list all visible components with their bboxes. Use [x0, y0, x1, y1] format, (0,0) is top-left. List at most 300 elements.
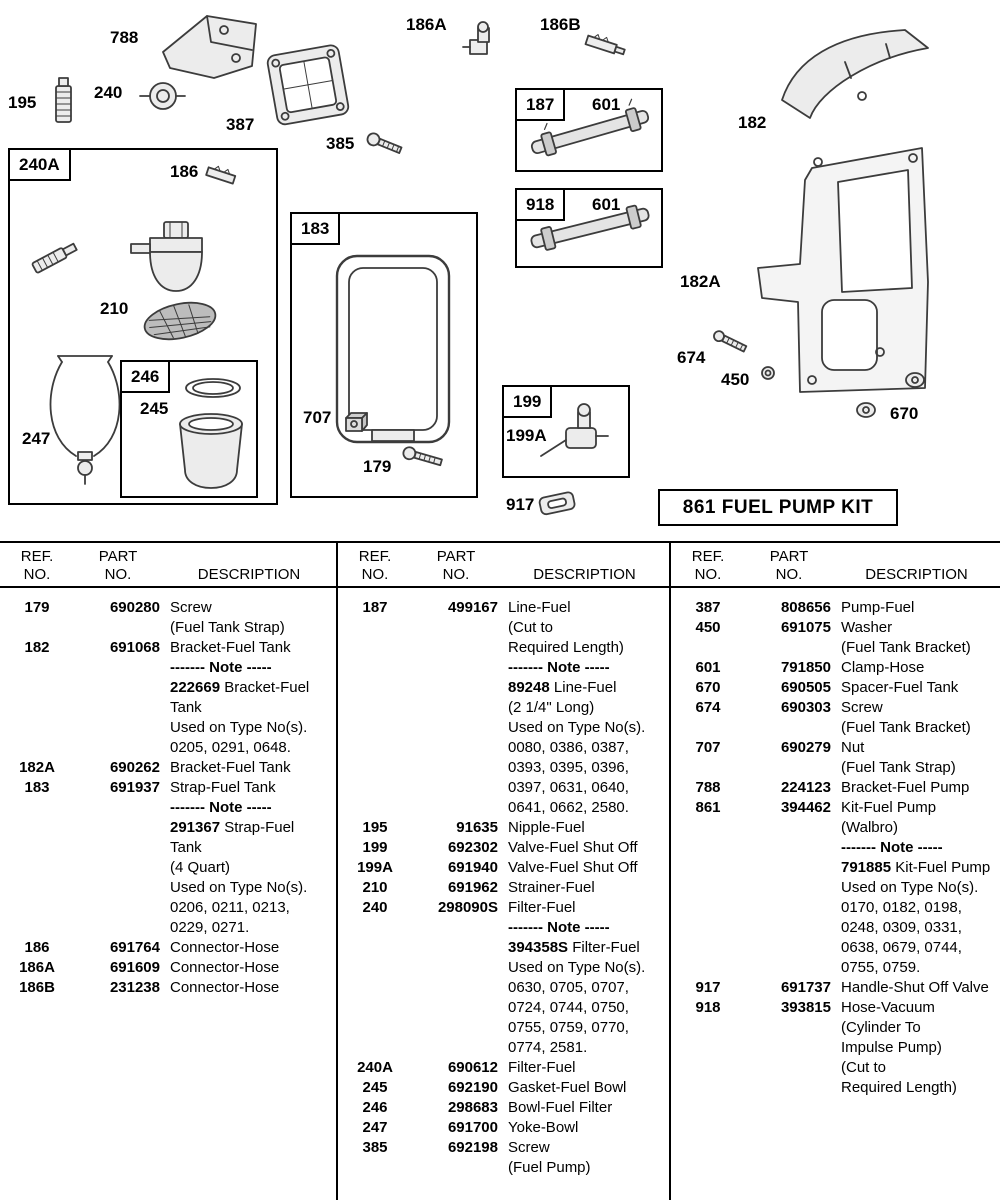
table-row — [346, 1138, 663, 1178]
description-line — [508, 1158, 663, 1178]
part-label-387: 387 — [226, 115, 255, 134]
ref-no-cell: 450 — [695, 619, 721, 636]
ref-no-cell: 788 — [695, 779, 721, 796]
description-text: 0638, 0679, 0744, — [841, 939, 962, 956]
description-line — [508, 898, 663, 918]
description-line — [508, 718, 663, 738]
description-cell — [841, 598, 994, 618]
part-label-210: 210 — [100, 299, 129, 318]
ref-no-cell: 247 — [362, 1119, 388, 1136]
description-cell — [508, 1098, 663, 1118]
table-row — [679, 678, 994, 698]
table-row — [679, 698, 994, 738]
table-row — [346, 818, 663, 838]
part-label-186B: 186B — [540, 15, 581, 34]
table-body-column-3 — [671, 588, 1000, 1098]
part-no-cell: 690303 — [780, 699, 831, 716]
description-line — [508, 798, 663, 818]
part-no-cell: 808656 — [780, 599, 831, 616]
table-row — [8, 938, 330, 958]
description-text: (Fuel Tank Bracket) — [841, 719, 971, 736]
group-box-187 — [515, 88, 663, 172]
description-text: Used on Type No(s). — [508, 719, 646, 736]
description-text: Screw — [170, 599, 212, 616]
table-row — [679, 778, 994, 798]
description-bold-text: ------- Note ----- — [841, 839, 943, 856]
description-text: Strainer-Fuel — [508, 879, 595, 896]
description-line — [508, 1058, 663, 1078]
description-line — [508, 1098, 663, 1118]
part-no-cell: 691068 — [109, 639, 160, 656]
description-cell — [508, 878, 663, 898]
part-label-917: 917 — [506, 495, 535, 514]
handle-shut-off-icon — [539, 491, 576, 515]
part-no-cell: 691700 — [447, 1119, 498, 1136]
description-line — [508, 1138, 663, 1158]
description-line — [841, 978, 994, 998]
description-text: 0170, 0182, 0198, — [841, 899, 962, 916]
ref-no-cell: 240A — [357, 1059, 393, 1076]
part-no-cell: 394462 — [780, 799, 831, 816]
description-text: (Cylinder To — [841, 1019, 921, 1036]
group-box-183 — [290, 212, 478, 498]
description-text: Required Length) — [508, 639, 624, 656]
description-bold-text: ------- Note ----- — [508, 919, 610, 936]
description-cell — [841, 798, 994, 978]
part-no-cell: 691962 — [447, 879, 498, 896]
description-text: Valve-Fuel Shut Off — [508, 839, 638, 856]
ref-no-cell: 182 — [24, 639, 50, 656]
description-text: Tank — [170, 699, 202, 716]
description-line — [841, 698, 994, 718]
description-line — [841, 918, 994, 938]
part-label-240: 240 — [94, 83, 123, 102]
table-row — [346, 878, 663, 898]
description-text: Bracket-Fuel — [224, 679, 310, 696]
group-box-246 — [120, 360, 258, 498]
description-text: (4 Quart) — [170, 859, 231, 876]
part-no-cell: 691764 — [109, 939, 160, 956]
screw-fuel-pump-icon — [366, 132, 403, 156]
table-row — [679, 798, 994, 978]
description-text: Clamp-Hose — [841, 659, 925, 676]
description-line — [841, 598, 994, 618]
description-line — [508, 978, 663, 998]
description-line — [508, 758, 663, 778]
description-line — [170, 638, 330, 658]
ref-no-cell: 187 — [362, 599, 388, 616]
table-column-1 — [0, 543, 336, 1200]
description-line — [841, 758, 994, 778]
description-cell — [841, 738, 994, 778]
part-no-cell: 91635 — [456, 819, 498, 836]
description-text: (Fuel Tank Bracket) — [841, 639, 971, 656]
description-cell — [841, 998, 994, 1098]
description-text: (2 1/4" Long) — [508, 699, 595, 716]
ref-no-cell: 210 — [362, 879, 388, 896]
description-line — [841, 638, 994, 658]
ref-no-cell: 245 — [362, 1079, 388, 1096]
description-text: Kit-Fuel Pump — [841, 799, 937, 816]
table-column-3 — [669, 543, 1000, 1200]
description-text: 0206, 0211, 0213, — [170, 899, 290, 916]
description-text: Kit-Fuel Pump — [895, 859, 991, 876]
table-body-column-2 — [338, 588, 669, 1178]
part-label-601b: 601 — [592, 195, 621, 214]
description-text: 0755, 0759. — [841, 959, 921, 976]
bracket-fuel-tank-182A-icon — [758, 148, 928, 392]
table-row — [8, 958, 330, 978]
ref-no-header: REF. NO. — [20, 548, 54, 583]
ref-no-cell: 670 — [695, 679, 721, 696]
description-text: Used on Type No(s). — [170, 879, 308, 896]
ref-no-cell: 240 — [362, 899, 388, 916]
ref-no-cell: 186B — [19, 979, 55, 996]
part-label-199: 199 — [502, 385, 552, 418]
part-label-186A: 186A — [406, 15, 447, 34]
description-text: Filter-Fuel — [508, 899, 576, 916]
bracket-fuel-pump-icon — [163, 16, 256, 78]
description-line — [508, 598, 663, 618]
part-no-cell: 298090S — [437, 899, 498, 916]
description-line — [508, 1118, 663, 1138]
description-cell — [508, 598, 663, 818]
part-no-cell: 791850 — [780, 659, 831, 676]
part-label-179: 179 — [363, 457, 392, 476]
description-text: Used on Type No(s). — [508, 959, 646, 976]
description-text: 0397, 0631, 0640, — [508, 779, 629, 796]
description-text: 0755, 0759, 0770, — [508, 1019, 629, 1036]
description-cell — [170, 758, 330, 778]
description-line — [170, 798, 330, 818]
part-no-cell: 691940 — [447, 859, 498, 876]
ref-no-cell: 861 — [695, 799, 721, 816]
description-line — [508, 678, 663, 698]
description-line — [170, 598, 330, 618]
table-row — [346, 858, 663, 878]
description-cell — [508, 838, 663, 858]
part-no-cell: 692190 — [447, 1079, 498, 1096]
description-text: Hose-Vacuum — [841, 999, 935, 1016]
description-line — [841, 1018, 994, 1038]
description-cell — [508, 1058, 663, 1078]
description-text: Handle-Shut Off Valve — [841, 979, 989, 996]
part-no-cell: 298683 — [447, 1099, 498, 1116]
description-text: Valve-Fuel Shut Off — [508, 859, 638, 876]
description-text: Spacer-Fuel Tank — [841, 679, 959, 696]
table-row — [346, 1078, 663, 1098]
description-line — [841, 838, 994, 858]
part-no-cell: 691609 — [109, 959, 160, 976]
description-text: 0229, 0271. — [170, 919, 250, 936]
description-text: Nut — [841, 739, 865, 756]
description-text: Connector-Hose — [170, 939, 280, 956]
description-text: Screw — [841, 699, 883, 716]
description-header: DESCRIPTION — [197, 566, 301, 583]
washer-icon — [762, 367, 774, 379]
description-text: 0641, 0662, 2580. — [508, 799, 629, 816]
description-line — [841, 938, 994, 958]
description-text: Yoke-Bowl — [508, 1119, 579, 1136]
description-cell — [508, 1138, 663, 1178]
part-no-cell: 692198 — [447, 1139, 498, 1156]
bracket-fuel-tank-icon — [782, 30, 928, 118]
description-bold-text: ------- Note ----- — [508, 659, 610, 676]
table-column-2 — [336, 543, 669, 1200]
description-line — [841, 678, 994, 698]
part-no-cell: 393815 — [780, 999, 831, 1016]
description-line — [841, 958, 994, 978]
table-row — [8, 978, 330, 998]
description-text: Required Length) — [841, 1079, 957, 1096]
description-line — [170, 778, 330, 798]
fuel-pump-kit-title-box: 861 FUEL PUMP KIT — [658, 489, 898, 526]
ref-no-cell: 186A — [19, 959, 55, 976]
part-no-cell: 692302 — [447, 839, 498, 856]
table-body-column-1 — [0, 588, 336, 998]
description-line — [170, 718, 330, 738]
table-row — [346, 598, 663, 818]
description-text: 0080, 0386, 0387, — [508, 739, 629, 756]
description-line — [508, 958, 663, 978]
description-line — [508, 998, 663, 1018]
description-line — [508, 878, 663, 898]
part-label-240A: 240A — [8, 148, 71, 181]
description-text: Gasket-Fuel Bowl — [508, 1079, 627, 1096]
description-line — [508, 838, 663, 858]
description-line — [170, 858, 330, 878]
ref-no-cell: 385 — [362, 1139, 388, 1156]
description-line — [170, 738, 330, 758]
description-text: Connector-Hose — [170, 959, 280, 976]
part-label-385: 385 — [326, 134, 355, 153]
description-cell — [170, 938, 330, 958]
part-label-918: 918 — [515, 188, 565, 221]
table-row — [679, 738, 994, 778]
ref-no-cell: 674 — [695, 699, 721, 716]
description-cell — [841, 618, 994, 658]
part-no-cell: 690280 — [109, 599, 160, 616]
description-line — [841, 818, 994, 838]
description-cell — [841, 698, 994, 738]
ref-no-cell: 195 — [362, 819, 388, 836]
description-line — [841, 658, 994, 678]
description-text: Nipple-Fuel — [508, 819, 585, 836]
description-bold-text: 791885 — [841, 859, 896, 876]
description-text: (Fuel Pump) — [508, 1159, 591, 1176]
group-box-918 — [515, 188, 663, 268]
description-line — [170, 838, 330, 858]
table-header — [0, 543, 336, 588]
description-cell — [170, 778, 330, 938]
table-row — [8, 638, 330, 758]
description-bold-text: 89248 — [508, 679, 554, 696]
table-row — [346, 1058, 663, 1078]
parts-list-table — [0, 541, 1000, 1200]
ref-no-cell: 707 — [695, 739, 721, 756]
part-no-cell: 691075 — [780, 619, 831, 636]
description-cell — [841, 658, 994, 678]
part-label-245: 245 — [140, 399, 169, 418]
ref-no-cell: 183 — [24, 779, 50, 796]
table-row — [8, 758, 330, 778]
description-line — [170, 978, 330, 998]
part-no-cell: 224123 — [780, 779, 831, 796]
part-no-header: PART NO. — [769, 548, 809, 583]
table-row — [679, 598, 994, 618]
description-text: Tank — [170, 839, 202, 856]
ref-no-cell: 186 — [24, 939, 50, 956]
description-line — [508, 738, 663, 758]
part-no-cell: 690505 — [780, 679, 831, 696]
ref-no-cell: 246 — [362, 1099, 388, 1116]
description-line — [508, 858, 663, 878]
connector-hose-186A-icon — [463, 22, 489, 54]
ref-no-cell: 387 — [695, 599, 721, 616]
part-label-246: 246 — [120, 360, 170, 393]
description-line — [508, 918, 663, 938]
description-text: 0393, 0395, 0396, — [508, 759, 629, 776]
description-line — [841, 898, 994, 918]
description-text: Line-Fuel — [508, 599, 571, 616]
nipple-fuel-icon — [56, 78, 71, 122]
description-line — [170, 698, 330, 718]
description-text: Used on Type No(s). — [170, 719, 308, 736]
description-line — [841, 778, 994, 798]
part-no-cell: 690612 — [447, 1059, 498, 1076]
description-line — [508, 938, 663, 958]
description-line — [508, 1018, 663, 1038]
description-text: 0205, 0291, 0648. — [170, 739, 291, 756]
description-cell — [508, 818, 663, 838]
description-bold-text: 394358S — [508, 939, 573, 956]
description-cell — [508, 858, 663, 878]
filter-fuel-icon — [140, 83, 185, 109]
description-text: Bracket-Fuel Tank — [170, 639, 291, 656]
description-cell — [170, 958, 330, 978]
description-line — [841, 998, 994, 1018]
description-line — [841, 1058, 994, 1078]
part-label-199A: 199A — [506, 426, 547, 445]
ref-no-cell: 182A — [19, 759, 55, 776]
description-cell — [508, 1118, 663, 1138]
description-cell — [508, 1078, 663, 1098]
table-row — [679, 978, 994, 998]
description-line — [841, 738, 994, 758]
description-bold-text: 222669 — [170, 679, 225, 696]
part-no-header: PART NO. — [436, 548, 476, 583]
part-label-182A: 182A — [680, 272, 721, 291]
description-text: Strap-Fuel Tank — [170, 779, 276, 796]
description-line — [508, 818, 663, 838]
description-text: 0724, 0744, 0750, — [508, 999, 629, 1016]
part-no-cell: 690262 — [109, 759, 160, 776]
part-label-187: 187 — [515, 88, 565, 121]
description-text: 0774, 2581. — [508, 1039, 588, 1056]
description-text: (Cut to — [841, 1059, 887, 1076]
description-line — [508, 698, 663, 718]
ref-no-cell: 918 — [695, 999, 721, 1016]
description-line — [841, 718, 994, 738]
description-line — [841, 1078, 994, 1098]
part-label-601a: 601 — [592, 95, 621, 114]
part-label-670: 670 — [890, 404, 919, 423]
ref-no-header: REF. NO. — [691, 548, 725, 583]
ref-no-cell: 199 — [362, 839, 388, 856]
part-label-450: 450 — [721, 370, 750, 389]
ref-no-cell: 917 — [695, 979, 721, 996]
description-line — [170, 678, 330, 698]
description-line — [841, 878, 994, 898]
description-text: Filter-Fuel — [572, 939, 640, 956]
description-cell — [841, 778, 994, 798]
ref-no-header: REF. NO. — [358, 548, 392, 583]
part-no-cell: 231238 — [109, 979, 160, 996]
description-text: Connector-Hose — [170, 979, 280, 996]
table-header — [671, 543, 1000, 588]
ref-no-cell: 179 — [24, 599, 50, 616]
description-text: Bracket-Fuel Tank — [170, 759, 291, 776]
description-text: Strap-Fuel — [224, 819, 295, 836]
description-text: Impulse Pump) — [841, 1039, 942, 1056]
table-row — [679, 998, 994, 1098]
exploded-parts-diagram — [0, 0, 1000, 540]
pump-fuel-icon — [266, 44, 349, 125]
description-text: Filter-Fuel — [508, 1059, 576, 1076]
description-line — [170, 918, 330, 938]
description-text: Bowl-Fuel Filter — [508, 1099, 613, 1116]
table-row — [346, 1118, 663, 1138]
ref-no-cell: 199A — [357, 859, 393, 876]
table-row — [346, 1098, 663, 1118]
description-line — [170, 818, 330, 838]
screw-tank-bracket-icon — [712, 329, 747, 353]
description-text: (Cut to — [508, 619, 554, 636]
description-cell — [170, 638, 330, 758]
description-line — [508, 618, 663, 638]
table-row — [679, 618, 994, 658]
table-row — [8, 598, 330, 638]
table-header — [338, 543, 669, 588]
description-cell — [170, 598, 330, 638]
table-row — [346, 838, 663, 858]
part-label-707: 707 — [303, 408, 332, 427]
description-line — [170, 878, 330, 898]
description-header: DESCRIPTION — [533, 566, 636, 583]
description-bold-text: ------- Note ----- — [170, 799, 272, 816]
part-label-183: 183 — [290, 212, 340, 245]
part-label-182: 182 — [738, 113, 767, 132]
part-label-674: 674 — [677, 348, 706, 367]
table-row — [346, 898, 663, 1058]
description-text: Line-Fuel — [553, 679, 617, 696]
part-label-788: 788 — [110, 28, 139, 47]
description-line — [170, 958, 330, 978]
description-line — [170, 898, 330, 918]
description-line — [508, 1038, 663, 1058]
table-row — [679, 658, 994, 678]
description-text: Bracket-Fuel Pump — [841, 779, 970, 796]
description-text: Screw — [508, 1139, 550, 1156]
description-line — [841, 618, 994, 638]
description-line — [841, 858, 994, 878]
description-line — [170, 758, 330, 778]
description-line — [508, 778, 663, 798]
description-text: Used on Type No(s). — [841, 879, 979, 896]
part-label-186: 186 — [170, 162, 199, 181]
description-line — [841, 798, 994, 818]
description-line — [170, 658, 330, 678]
